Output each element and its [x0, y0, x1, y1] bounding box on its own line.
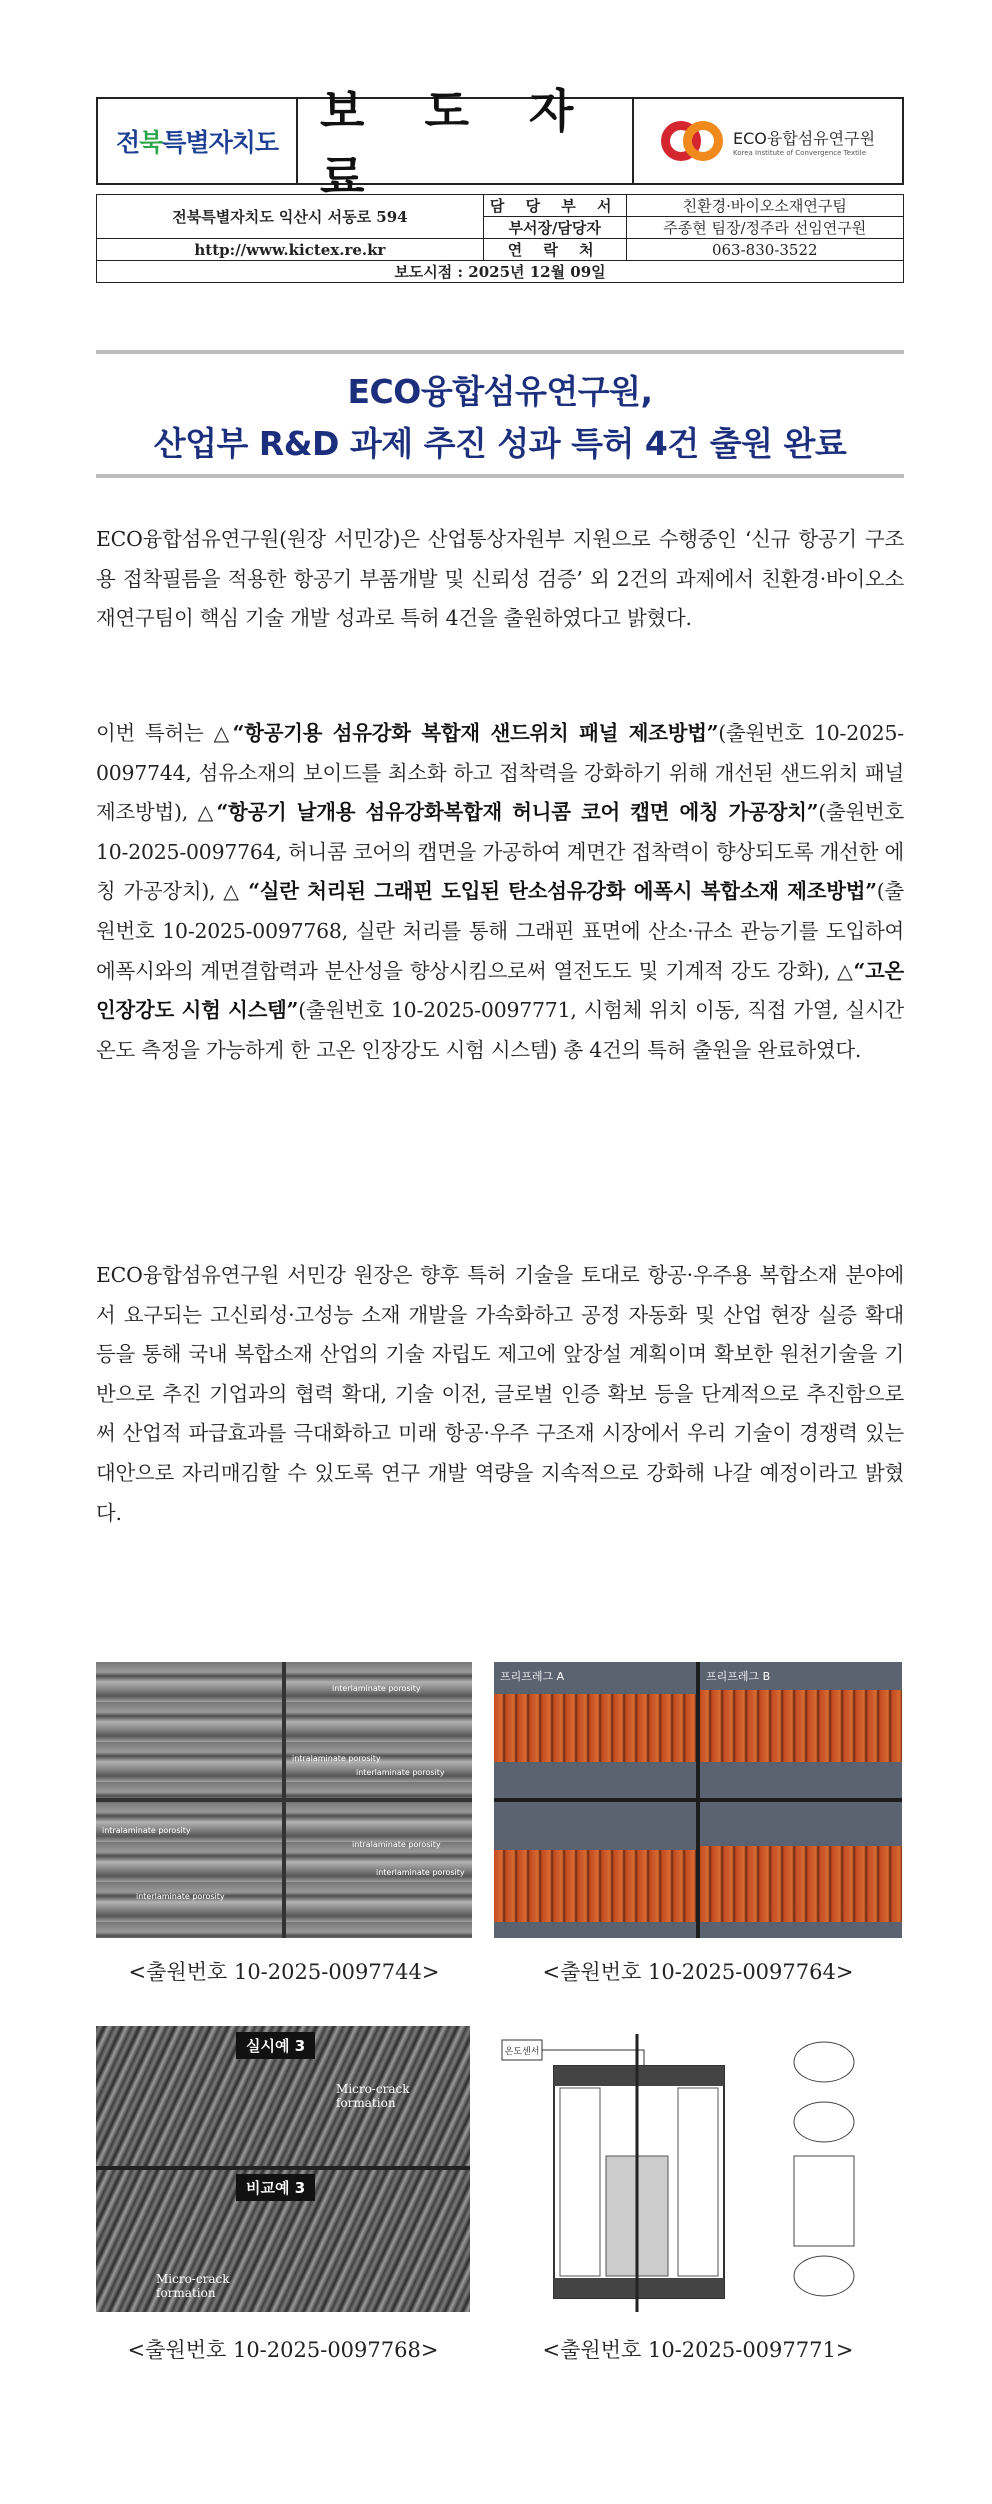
- dept-value: 친환경·바이오소재연구팀: [626, 195, 904, 217]
- address: 전북특별자치도 익산시 서동로 594: [97, 195, 484, 239]
- press-header: [96, 84, 904, 204]
- patent-title-4: “고온 인장강도 시험 시스템”: [96, 958, 904, 1023]
- manager-value: 주종현 팀장/정주라 선임연구원: [626, 217, 904, 239]
- paragraph-1: ECO융합섬유연구원(원장 서민강)은 산업통상자원부 지원으로 수행중인 ‘신규 항공기 구조용 접착필름을 적용한 항공기 부품개발 및 신뢰성 검증’ 외 2건의 과제에서 친환경·바이오소재연구팀이 핵심 기술 개발 성과로 특허 4건을 출원하였다고 밝혔다.: [96, 527, 904, 631]
- title-divider-top: [96, 350, 904, 354]
- patent-title-1: “항공기용 섬유강화 복합재 샌드위치 패널 제조방법”: [232, 721, 719, 745]
- figure-2-image: 프리프레그 A 프리프레그 B: [494, 1662, 902, 1938]
- figure-2-caption: <출원번호 10-2025-0097764>: [542, 1960, 854, 1984]
- example-label: 실시예 3: [236, 2032, 315, 2059]
- patent-title-3: “실란 처리된 그래핀 도입된 탄소섬유강화 에폭시 복합소재 제조방법”: [248, 879, 877, 904]
- comparison-label: 비교예 3: [236, 2174, 315, 2201]
- figure-3-caption: <출원번호 10-2025-0097768>: [127, 2338, 439, 2362]
- release-time: 보도시점 : 2025년 12월 09일: [97, 261, 904, 283]
- institute-name: ECO융합섬유연구원: [732, 128, 876, 148]
- figure-1-image: interlaminate porosity intralaminate porosity interlaminate porosity intralaminate porosity interlaminate porosity intralaminate porosity interlaminate porosity: [96, 1662, 472, 1938]
- figure-4-caption: <출원번호 10-2025-0097771>: [542, 2338, 854, 2362]
- title-divider-bottom: [96, 474, 904, 478]
- institute-logo: [634, 99, 902, 183]
- website-link[interactable]: http://www.kictex.re.kr: [97, 239, 484, 261]
- figure-3-image: 실시예 3 비교예 3 Micro-crack formation Micro-crack formation: [96, 2026, 470, 2312]
- paragraph-3: ECO융합섬유연구원 서민강 원장은 향후 특허 기술을 토대로 항공·우주용 복합소재 분야에서 요구되는 고신뢰성·고성능 소재 개발을 가속화하고 공정 자동화 및 산업 현장 실증 확대 등을 통해 국내 복합소재 산업의 기술 자립도 제고에 앞장설 계획이며 확보한 원천기술을 기반으로 추진 기업과의 협력 확대, 기술 이전, 글로벌 인증 확보 등을 단계적으로 추진함으로써 산업적 파급효과를 극대화하고 미래 항공·우주 구조재 시장에서 우리 기술이 경쟁력 있는 대안으로 자리매김할 수 있도록 연구 개발 역량을 지속적으로 강화해 나갈 예정이라고 밝혔다.: [96, 1263, 904, 1525]
- paragraph-2: 이번 특허는 △“항공기용 섬유강화 복합재 샌드위치 패널 제조방법”(출원번호 10-2025-0097744, 섬유소재의 보이드를 최소화 하고 접착력을 강화하기 위해 개선된 샌드위치 패널 제조방법), △“항공기 날개용 섬유강화복합재 허니콤 코어 캡면 에칭 가공장치”(출원번호 10-2025-0097764, 허니콤 코어의 캡면을 가공하여 계면간 접착력이 향상되도록 개선한 에칭 가공장치), △ “실란 처리된 그래핀 도입된 탄소섬유강화 에폭시 복합소재 제조방법”(출원번호 10-2025-0097768, 실란 처리를 통해 그래핀 표면에 산소·규소 관능기를 도입하여 에폭시와의 계면결합력과 분산성을 향상시킴으로써 열전도도 및 기계적 강도 강화), △“고온 인장강도 시험 시스템”(출원번호 10-2025-0097771, 시험체 위치 이동, 직접 가열, 실시간 온도 측정을 가능하게 한 고온 인장강도 시험 시스템) 총 4건의 특허 출원을 완료하였다.: [96, 721, 904, 1062]
- contact-value: 063-830-3522: [626, 239, 904, 261]
- patent-title-2: “항공기 날개용 섬유강화복합재 허니콤 코어 캡면 에칭 가공장치”: [216, 800, 819, 825]
- sensor-box-label: 온도센서: [504, 2047, 540, 2057]
- headline-line1: ECO융합섬유연구원,: [347, 372, 653, 411]
- figure-1-caption: <출원번호 10-2025-0097744>: [128, 1960, 440, 1984]
- institute-name-en: Korea Institute of Convergence Textile: [732, 148, 867, 157]
- jeonbuk-logo: [98, 99, 298, 183]
- headline-line2: 산업부 R&D 과제 추진 성과 특허 4건 출원 완료: [153, 424, 847, 463]
- figure-4-image: [494, 2026, 902, 2318]
- doc-type-label: 보 도 자 료: [320, 84, 596, 204]
- doc-type-title: [298, 84, 634, 204]
- dept-label: 담 당 부 서: [483, 195, 626, 217]
- jeonbuk-logo-text: 전북특별자치도: [115, 128, 279, 157]
- contact-info-table: [96, 194, 904, 283]
- contact-label: 연 락 처: [483, 239, 626, 261]
- test-system-drawing: [494, 2026, 902, 2318]
- institute-logo-icon: [661, 113, 725, 169]
- manager-label: 부서장/담당자: [483, 217, 626, 239]
